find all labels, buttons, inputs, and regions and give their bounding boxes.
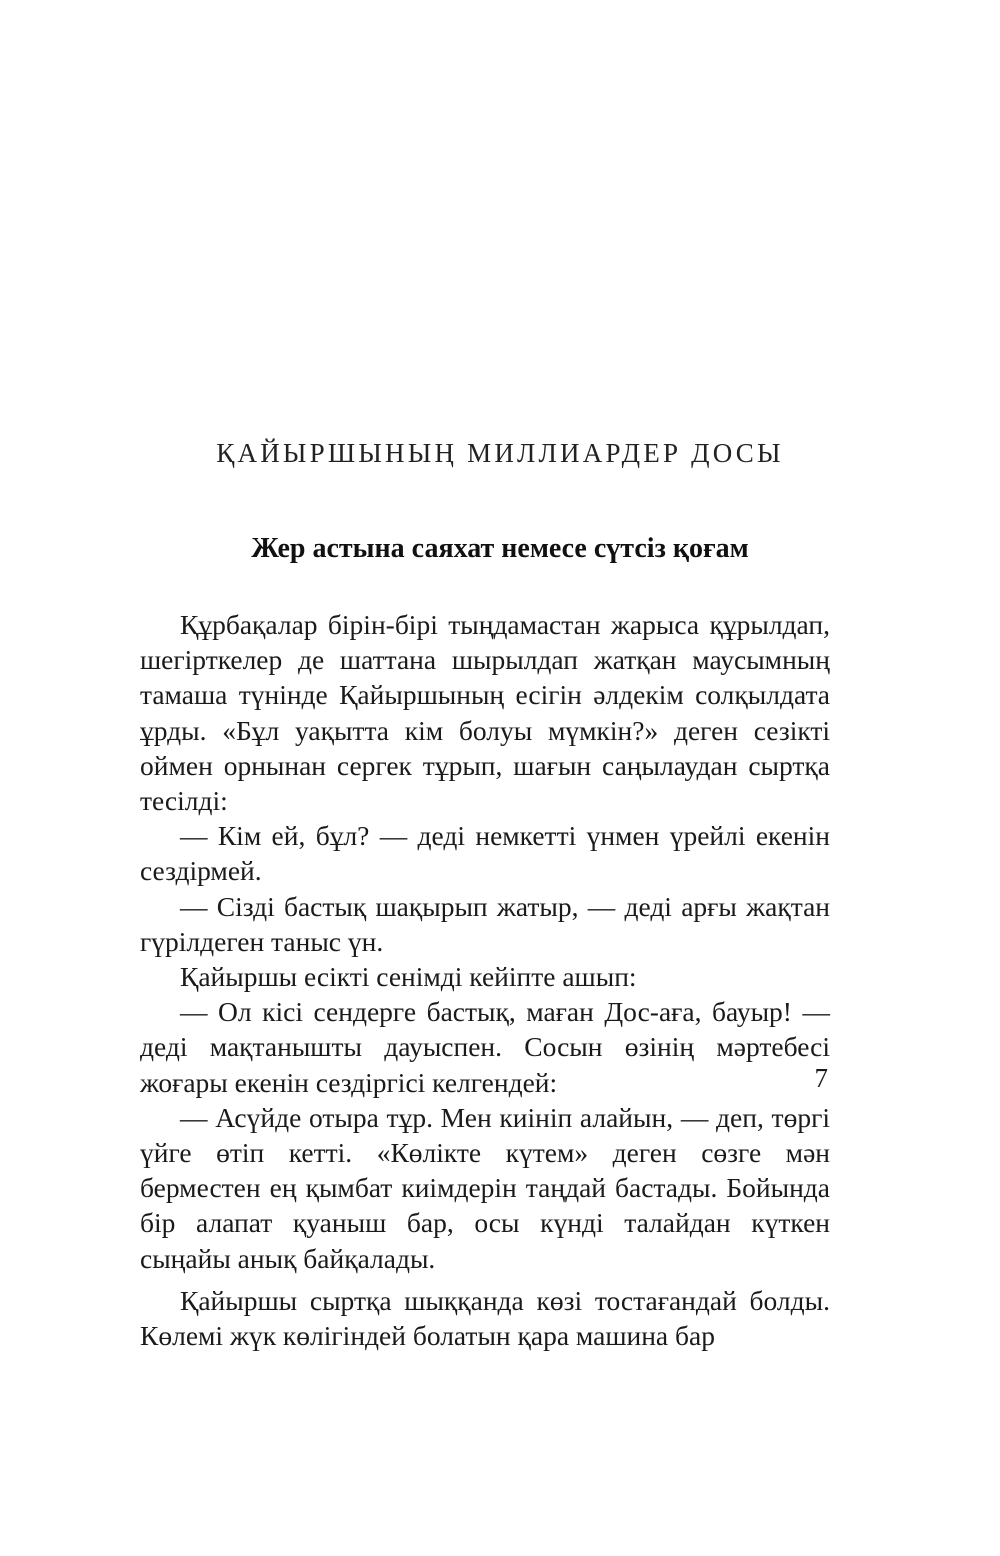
paragraph: — Кім ей, бұл? — деді немкетті үнмен үрейлі екенін сездірмей. [140, 820, 830, 887]
body-text [140, 607, 830, 1353]
chapter-title: ҚАЙЫРШЫНЫҢ МИЛЛИАРДЕР ДОСЫ [216, 438, 784, 468]
paragraph: — Ол кісі сендерге бастық, маған Дос-аға, бауыр! — деді мақтанышты дауыспен. Сосын өзінің мәртебесі жоғары екенін сездіргісі келгендей: [140, 996, 830, 1098]
paragraph: Қайыршы сыртқа шыққанда көзі тостағандай болды. Көлемі жүк көлігіндей болатын қара машина бар [140, 1284, 830, 1352]
paragraph: Құрбақалар бірін-бірі тыңдамастан жарыса құрылдап, шегірткелер де шаттана шырылдап жатқан маусымның тамаша түнінде Қайыршының есігін әлдекім солқылдата ұрды. «Бұл уақытта кім болуы мүмкін?» деген сезікті оймен орнынан сергек тұрып, шағын саңылаудан сыртқа тесілді: [140, 609, 830, 817]
section-title: Жер астына саяхат немесе сүтсіз қоғам [251, 533, 749, 564]
paragraph: Қайыршы есікті сенімді кейіпте ашып: [180, 961, 637, 993]
page-number: 7 [814, 1063, 828, 1093]
paragraph: — Асүйде отыра тұр. Мен киініп алайын, — деп, төргі үйге өтіп кетті. «Көлікте күтем» деген сөзге мән берместен ең қымбат киімдерін таңдай бастады. Бойында бір алапат қуаныш бар, осы күнді талайдан күткен сыңайы анық байқалады. [140, 1101, 830, 1274]
paragraph: — Сізді бастық шақырып жатыр, — деді арғы жақтан гүрілдеген таныс үн. [140, 890, 830, 957]
